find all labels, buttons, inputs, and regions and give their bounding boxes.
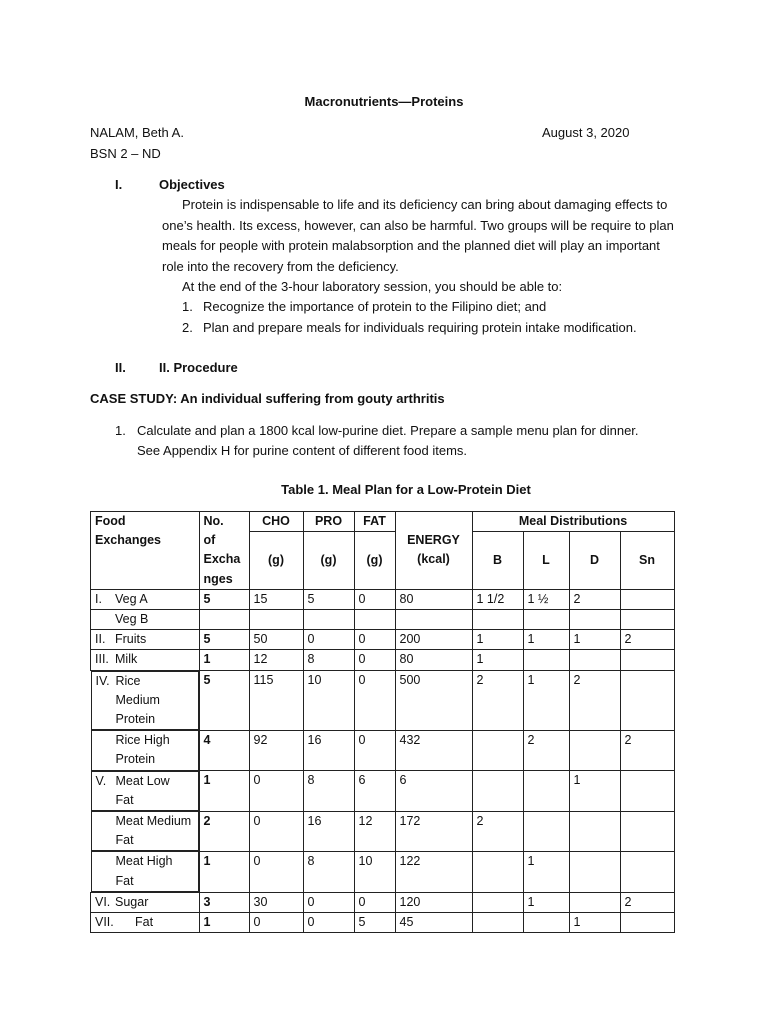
table-row: VII. Fat 1 0 0 5 45 1 — [91, 913, 675, 933]
header-food-exchanges: Food Exchanges — [91, 512, 200, 590]
table-row — [91, 610, 675, 630]
objectives-intro: At the end of the 3-hour laboratory session, you should be able to: — [182, 279, 563, 294]
food-name: Rice Medium Protein — [115, 673, 160, 727]
table-row: II. Fruits 5 50 0 0 200 1 1 1 2 — [91, 630, 675, 650]
header-pro: PRO — [303, 512, 354, 532]
header-no-of-exchanges: No. of Excha nges — [199, 512, 249, 590]
program-section: BSN 2 – ND — [90, 146, 161, 161]
task-line-1: Calculate and plan a 1800 kcal low-purine diet. Prepare a sample menu plan for dinner. — [137, 423, 639, 438]
header-lunch: L — [523, 532, 569, 589]
header-meal-distributions: Meal Distributions — [472, 512, 674, 532]
task-line-2: See Appendix H for purine content of different food items. — [137, 443, 468, 458]
food-name: Meat Low Fat — [115, 773, 170, 807]
table-row: IV. Rice Medium Protein 5 115 10 0 500 2 1 2 — [91, 670, 675, 730]
food-name: Fat — [135, 915, 154, 930]
task-number: 1. — [115, 423, 126, 438]
food-name: Meat High Fat — [115, 854, 173, 888]
objective-item-1: Recognize the importance of protein to the Filipino diet; and — [203, 299, 547, 314]
food-name: Sugar — [115, 894, 149, 909]
header-pro-unit: (g) — [303, 532, 354, 589]
section2-number: II. — [115, 360, 126, 375]
table-row: VI. Sugar 3 30 0 0 120 1 2 — [91, 892, 675, 912]
objectives-paragraph: Protein is indispensable to life and its deficiency can bring about damaging effects to one’s health. Its excess, however, can also be harmful. Two groups will be require to plan meals for people with protein malabsorption and the planned diet will play an important role into the recovery from the deficiency. — [162, 197, 674, 274]
table-row: III. Milk 1 12 8 0 80 1 — [91, 650, 675, 670]
food-name: Rice High Protein — [115, 733, 170, 767]
section2-heading: II. Procedure — [159, 360, 238, 375]
header-energy: ENERGY (kcal) — [395, 512, 472, 590]
section1-number: I. — [115, 177, 123, 192]
table-row: I. Veg A 5 15 5 0 80 1 1/2 1 ½ 2 — [91, 589, 675, 609]
food-name: Veg B — [115, 612, 149, 627]
header-cho-unit: (g) — [249, 532, 303, 589]
header-breakfast: B — [472, 532, 523, 589]
food-name: Fruits — [115, 632, 147, 647]
meal-plan-table — [90, 511, 675, 933]
food-name: Veg A — [115, 591, 148, 606]
document-date: August 3, 2020 — [542, 125, 630, 140]
objective-item-2-number: 2. — [182, 320, 193, 335]
table-row: Meat Medium Fat 2 0 16 12 172 2 — [91, 811, 675, 851]
header-fat-unit: (g) — [354, 532, 395, 589]
table-row: Rice High Protein 4 92 16 0 432 2 2 — [91, 730, 675, 770]
table-title: Table 1. Meal Plan for a Low-Protein Diet — [281, 482, 531, 497]
objective-item-2: Plan and prepare meals for individuals requiring protein intake modification. — [203, 320, 637, 335]
author-name: NALAM, Beth A. — [90, 125, 184, 140]
header-snack: Sn — [620, 532, 674, 589]
page-title: Macronutrients—Proteins — [304, 94, 464, 109]
food-name: Milk — [115, 652, 138, 667]
header-dinner: D — [569, 532, 620, 589]
header-cho: CHO — [249, 512, 303, 532]
food-name: Meat Medium Fat — [115, 814, 192, 848]
table-row: V. Meat Low Fat 1 0 8 6 6 1 — [91, 771, 675, 811]
section1-heading: Objectives — [159, 177, 225, 192]
header-fat: FAT — [354, 512, 395, 532]
case-study-heading: CASE STUDY: An individual suffering from gouty arthritis — [90, 391, 445, 406]
objective-item-1-number: 1. — [182, 299, 193, 314]
table-row: Meat High Fat 1 0 8 10 122 1 — [91, 851, 675, 892]
